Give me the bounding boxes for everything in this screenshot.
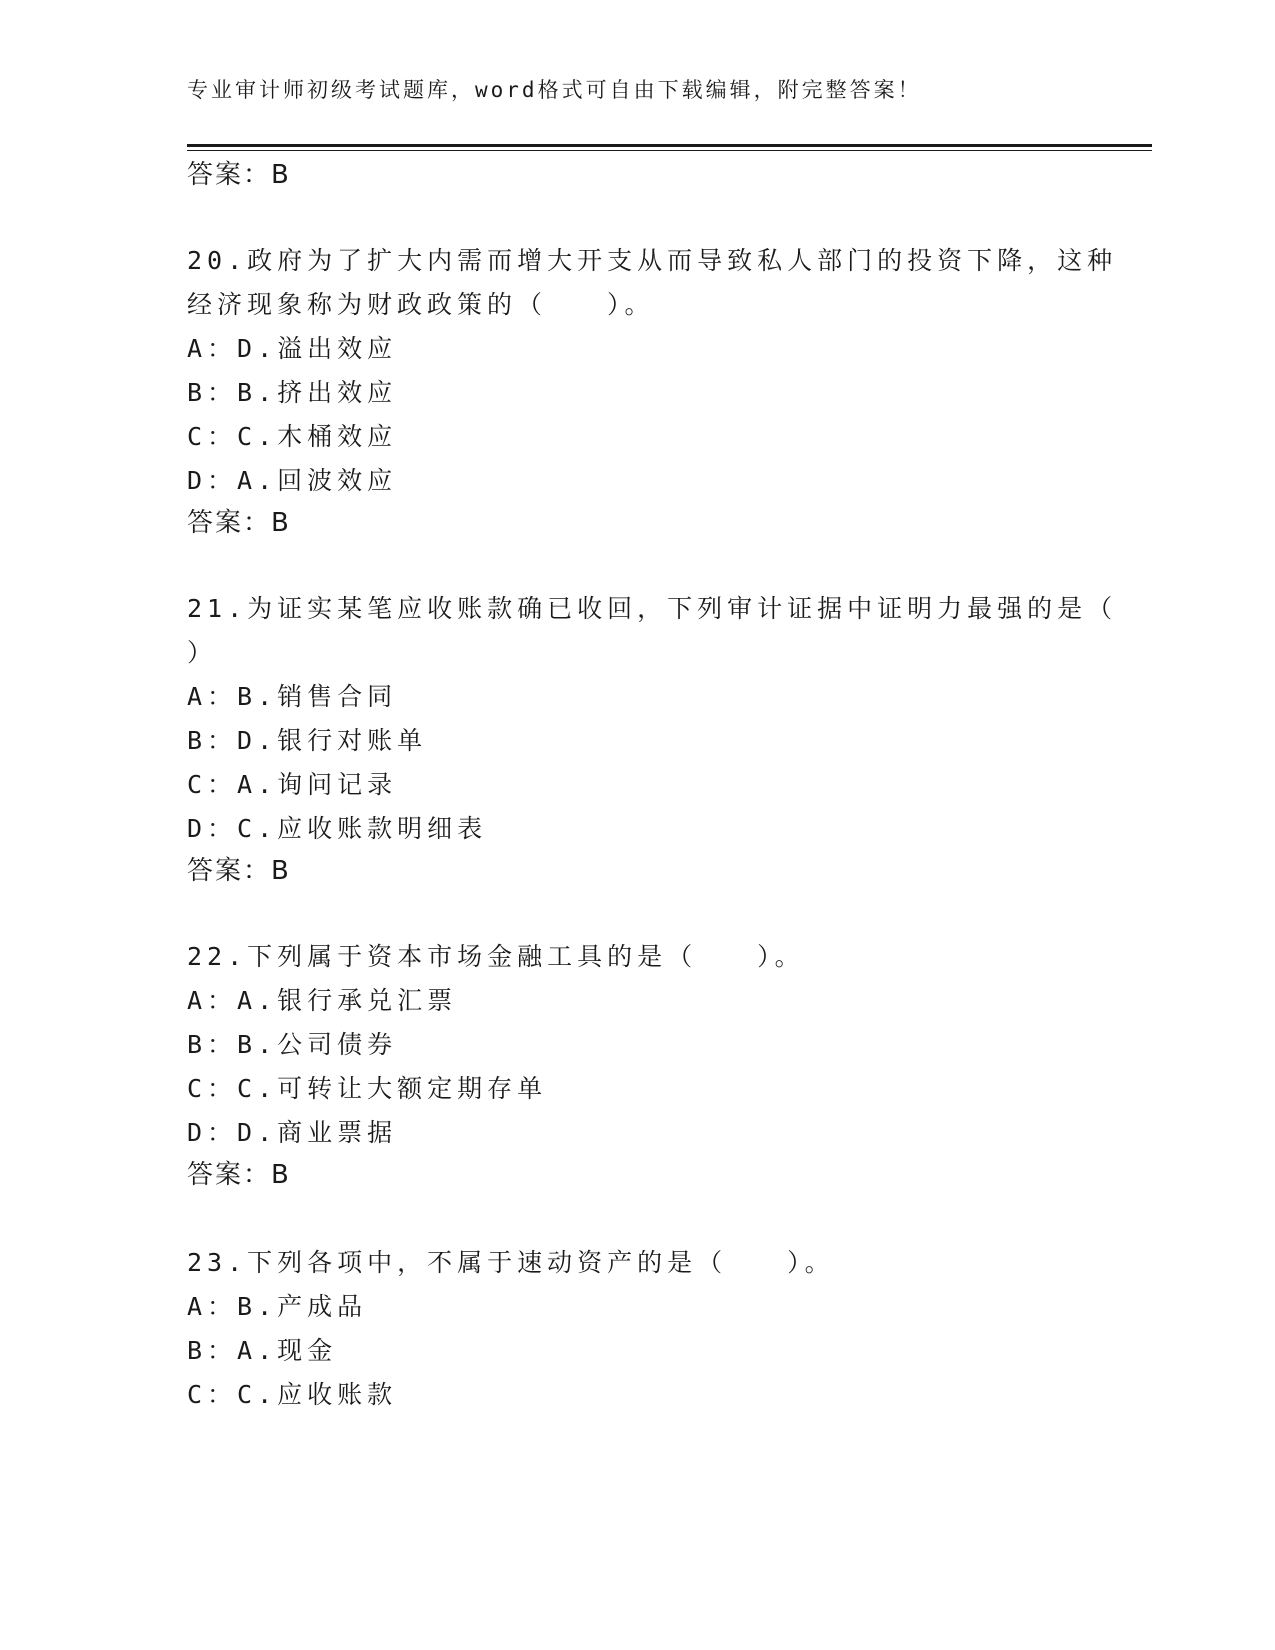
question-22-answer: 答案：B bbox=[187, 1160, 291, 1190]
question-23-stem-line-1: 23.下列各项中，不属于速动资产的是（ ）。 bbox=[187, 1248, 835, 1277]
question-20-option-a: A：D.溢出效应 bbox=[187, 334, 398, 363]
question-20-stem-line-2: 经济现象称为财政政策的（ ）。 bbox=[187, 290, 655, 319]
question-21-stem-line-1: 21.为证实某笔应收账款确已收回，下列审计证据中证明力最强的是（ bbox=[187, 594, 1118, 623]
header-divider-thick bbox=[187, 144, 1152, 147]
question-22-option-b: B：B.公司债券 bbox=[187, 1030, 398, 1059]
question-21-stem-line-2: ） bbox=[187, 638, 218, 667]
question-23-option-b: B：A.现金 bbox=[187, 1336, 338, 1365]
page-header: 专业审计师初级考试题库，word格式可自由下载编辑，附完整答案！ bbox=[187, 78, 922, 102]
question-21-option-d: D：C.应收账款明细表 bbox=[187, 814, 488, 843]
question-23-option-a: A：B.产成品 bbox=[187, 1292, 368, 1321]
question-21-answer: 答案：B bbox=[187, 856, 291, 886]
question-21-option-a: A：B.销售合同 bbox=[187, 682, 398, 711]
question-20-stem-line-1: 20.政府为了扩大内需而增大开支从而导致私人部门的投资下降，这种 bbox=[187, 246, 1118, 275]
question-20-option-b: B：B.挤出效应 bbox=[187, 378, 398, 407]
question-20-option-d: D：A.回波效应 bbox=[187, 466, 398, 495]
header-divider-thin bbox=[187, 150, 1152, 151]
question-22-stem-line-1: 22.下列属于资本市场金融工具的是（ ）。 bbox=[187, 942, 805, 971]
question-21-option-b: B：D.银行对账单 bbox=[187, 726, 428, 755]
question-21-option-c: C：A.询问记录 bbox=[187, 770, 398, 799]
question-22-option-a: A：A.银行承兑汇票 bbox=[187, 986, 458, 1015]
question-20-answer: 答案：B bbox=[187, 508, 291, 538]
question-20-option-c: C：C.木桶效应 bbox=[187, 422, 398, 451]
question-22-option-c: C：C.可转让大额定期存单 bbox=[187, 1074, 548, 1103]
question-22-option-d: D：D.商业票据 bbox=[187, 1118, 398, 1147]
answer-line: 答案：B bbox=[187, 160, 291, 190]
question-23-option-c: C：C.应收账款 bbox=[187, 1380, 398, 1409]
